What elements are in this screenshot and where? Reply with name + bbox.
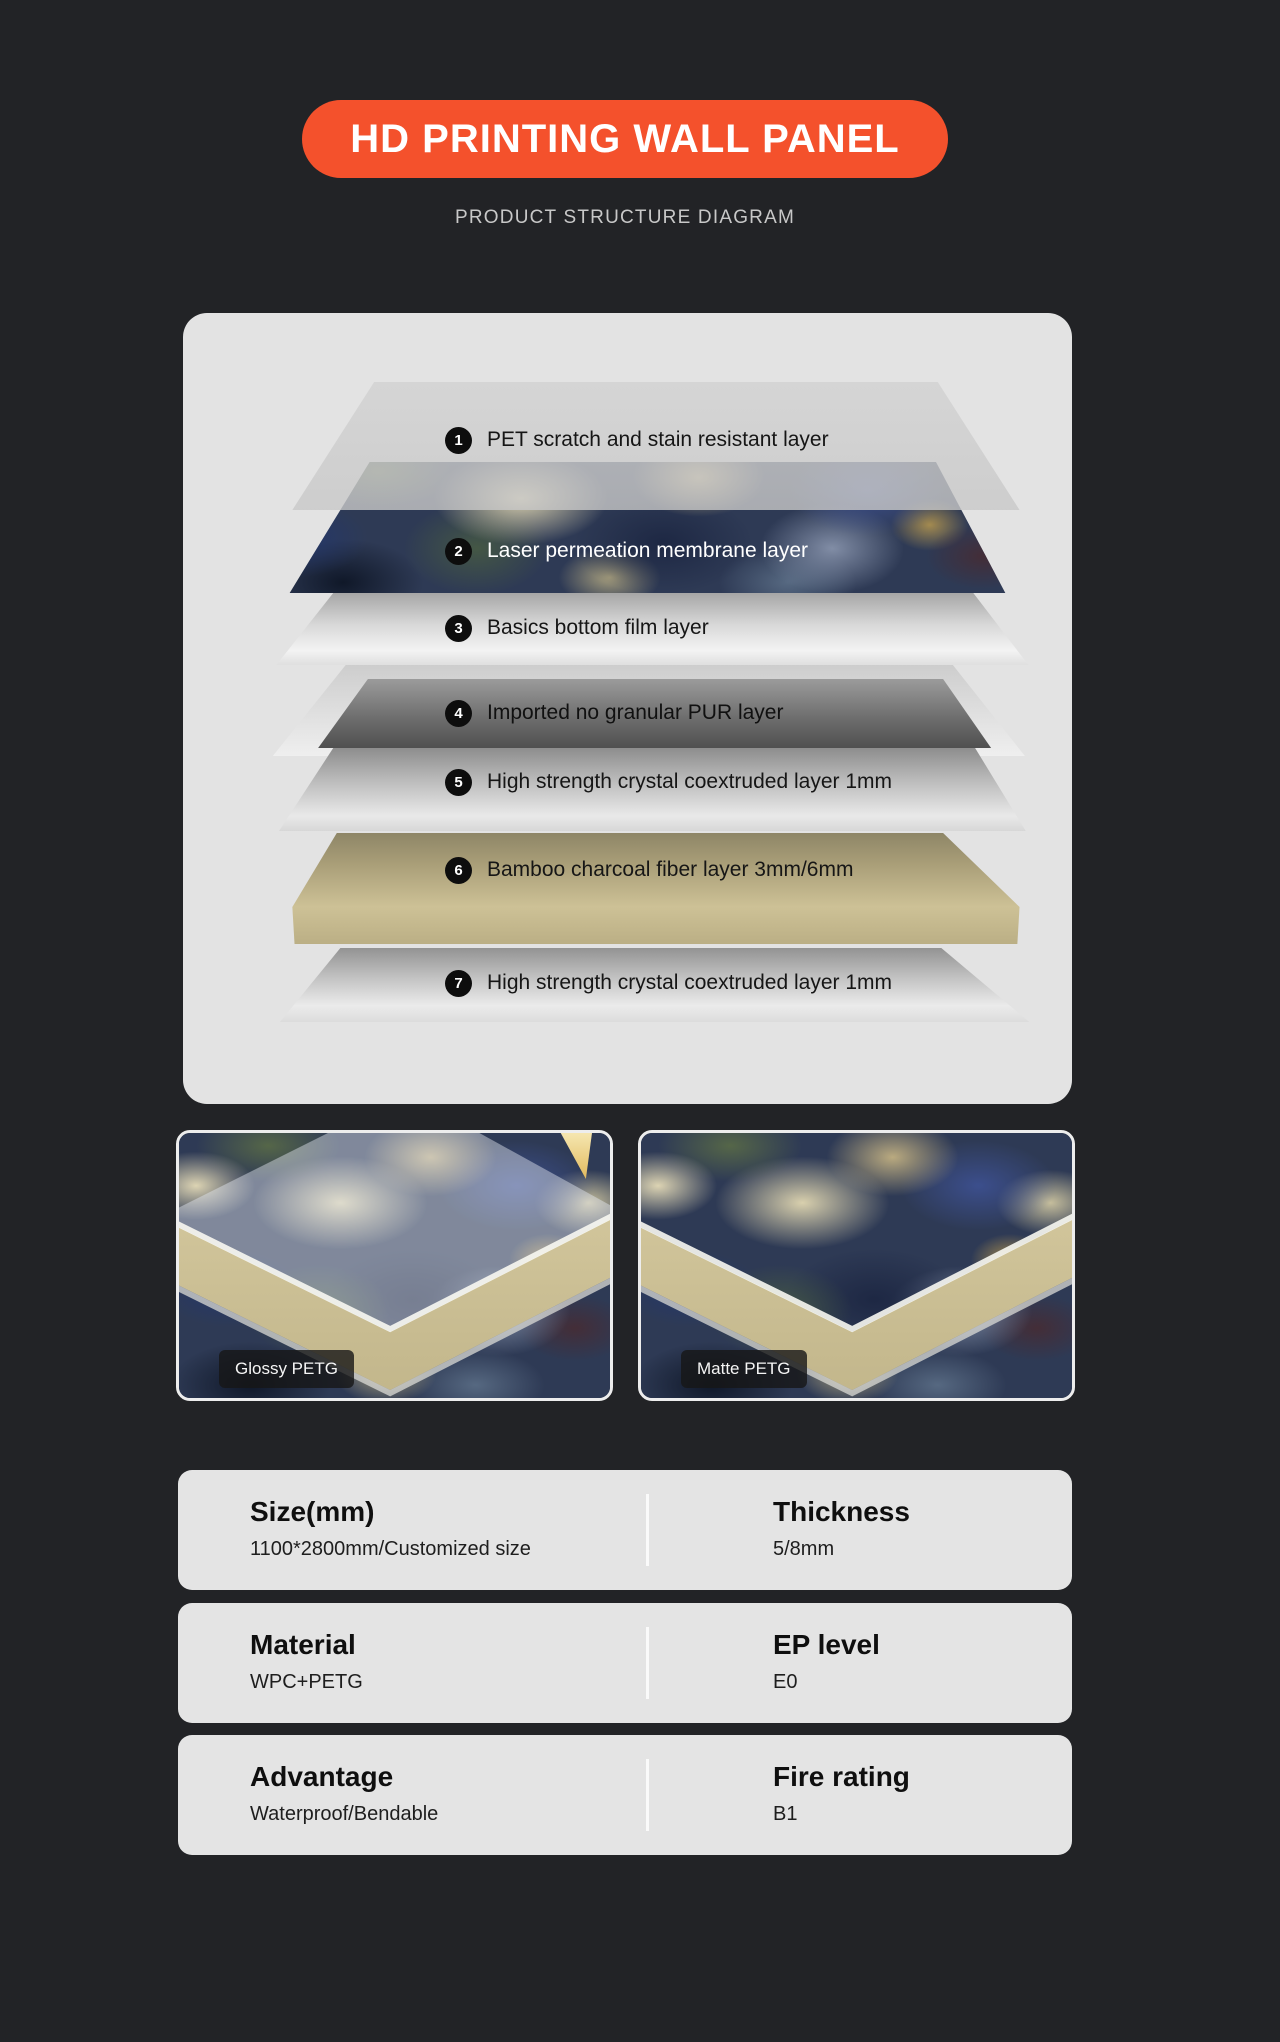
layer-number-badge: 1 bbox=[445, 427, 472, 454]
layer-label-row-5 bbox=[445, 768, 892, 796]
layer-number-badge: 2 bbox=[445, 538, 472, 565]
vertical-divider bbox=[646, 1627, 649, 1699]
vertical-divider bbox=[646, 1759, 649, 1831]
layer-number-badge: 5 bbox=[445, 769, 472, 796]
spec-title: Fire rating bbox=[773, 1761, 910, 1792]
spec-card-material-ep bbox=[178, 1603, 1072, 1723]
photo-glossy-petg bbox=[176, 1130, 613, 1401]
layer-number-badge: 4 bbox=[445, 700, 472, 727]
layer-label: Bamboo charcoal fiber layer 3mm/6mm bbox=[487, 858, 854, 881]
structure-diagram-panel bbox=[183, 313, 1072, 1104]
layer-shape-bamboo-front bbox=[292, 907, 1019, 944]
photo-caption-badge: Glossy PETG bbox=[219, 1350, 354, 1388]
spec-title: Thickness bbox=[773, 1496, 910, 1527]
spec-cell-fire-rating bbox=[773, 1735, 910, 1855]
layer-number-badge: 3 bbox=[445, 615, 472, 642]
spec-title: Advantage bbox=[250, 1761, 394, 1792]
layer-label: Imported no granular PUR layer bbox=[487, 701, 784, 724]
spec-card-advantage-fire bbox=[178, 1735, 1072, 1855]
page-title: HD PRINTING WALL PANEL bbox=[350, 116, 900, 161]
spec-value: 5/8mm bbox=[773, 1538, 835, 1560]
page-subtitle: PRODUCT STRUCTURE DIAGRAM bbox=[455, 207, 795, 228]
spec-value: WPC+PETG bbox=[250, 1671, 363, 1693]
spec-title: Size(mm) bbox=[250, 1496, 375, 1527]
layer-label-row-7 bbox=[445, 969, 892, 997]
spec-value: E0 bbox=[773, 1671, 798, 1693]
layer-number-badge: 7 bbox=[445, 970, 472, 997]
spec-cell-material bbox=[250, 1603, 363, 1723]
layer-label: High strength crystal coextruded layer 1mm bbox=[487, 770, 892, 793]
spec-value: B1 bbox=[773, 1803, 798, 1825]
spec-cell-advantage bbox=[250, 1735, 438, 1855]
layer-label-row-6 bbox=[445, 856, 853, 884]
layer-label: Basics bottom film layer bbox=[487, 616, 709, 639]
layer-label-row-3 bbox=[445, 614, 709, 642]
spec-title: Material bbox=[250, 1629, 356, 1660]
spec-cell-thickness bbox=[773, 1470, 910, 1590]
spec-card-size-thickness bbox=[178, 1470, 1072, 1590]
vertical-divider bbox=[646, 1494, 649, 1566]
layer-number-badge: 6 bbox=[445, 857, 472, 884]
title-banner bbox=[302, 100, 948, 178]
layer-label: High strength crystal coextruded layer 1mm bbox=[487, 971, 892, 994]
layer-label: Laser permeation membrane layer bbox=[487, 539, 808, 562]
spec-value: 1100*2800mm/Customized size bbox=[250, 1538, 531, 1560]
layer-label-row-2 bbox=[445, 537, 808, 565]
layer-label: PET scratch and stain resistant layer bbox=[487, 428, 829, 451]
spec-cell-ep-level bbox=[773, 1603, 880, 1723]
spec-cell-size bbox=[250, 1470, 531, 1590]
photo-caption-badge: Matte PETG bbox=[681, 1350, 807, 1388]
spec-value: Waterproof/Bendable bbox=[250, 1803, 439, 1825]
photo-matte-petg bbox=[638, 1130, 1075, 1401]
spec-title: EP level bbox=[773, 1629, 880, 1660]
layer-label-row-1 bbox=[445, 426, 829, 454]
layer-label-row-4 bbox=[445, 699, 783, 727]
